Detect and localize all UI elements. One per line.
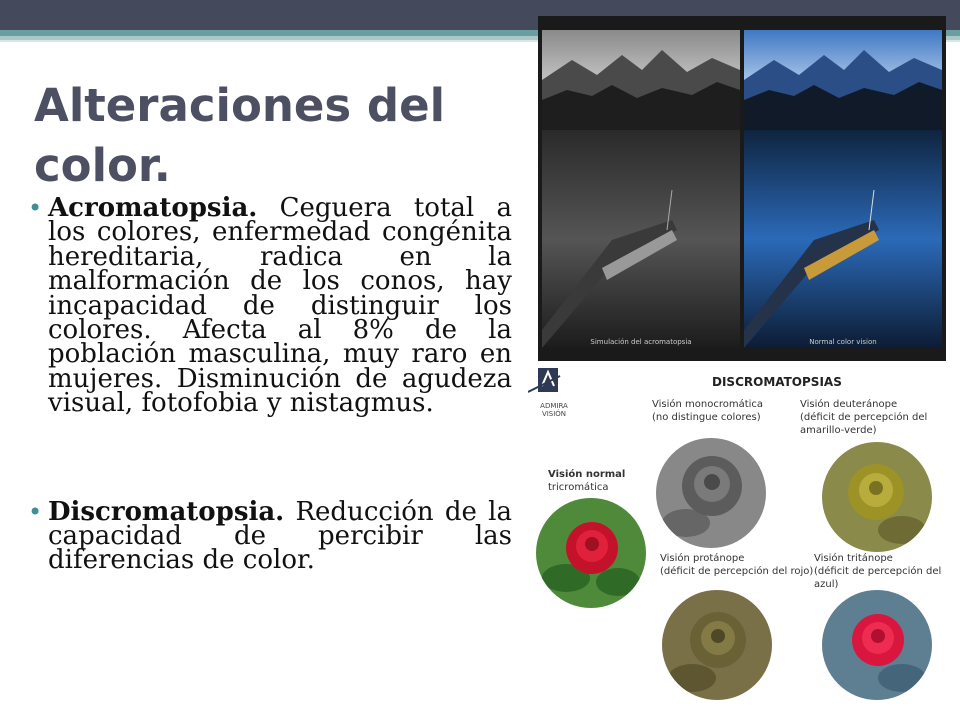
- bullet-discromatopsia: [28, 496, 512, 576]
- admira-vision-logo: [528, 366, 564, 400]
- label-monocromatica: [652, 398, 763, 424]
- bullet-text: Ceguera total a los colores, enfermedad congénita hereditaria, radica en la malformación de los conos, hay incapacidad de distinguir los colores. Afecta al 8% de la población masculina, muy raro en mujeres. Disminución de agudeza visual, fotofobia y nistagmus.: [48, 193, 512, 419]
- title-line: color.: [34, 139, 171, 192]
- color-landscape-panel: [744, 30, 942, 348]
- label-line: (déficit de percepción del: [800, 412, 928, 423]
- rose-monochrome-image: [656, 438, 766, 548]
- bullet-term: Discromatopsia.: [48, 496, 285, 527]
- logo-text: [532, 402, 576, 418]
- rose-deuteranope-image: [822, 442, 932, 552]
- rose-normal-image: [536, 498, 646, 608]
- label-line: Visión protánope: [660, 553, 745, 564]
- label-protanope: [660, 552, 813, 578]
- logo-line: VISIÓN: [541, 410, 567, 418]
- bullet-list: [28, 193, 512, 576]
- label-line: Visión deuteránope: [800, 399, 898, 410]
- label-line: Visión monocromática: [652, 399, 764, 410]
- logo-line: ADMIRA: [540, 402, 568, 410]
- landscape-comparison-photo: [538, 16, 946, 361]
- rose-protanope-image: [662, 590, 772, 700]
- label-line: (déficit de percepción del rojo): [660, 566, 814, 577]
- title-line: Alteraciones del: [34, 79, 446, 132]
- slide-title: [34, 76, 514, 196]
- discromatopsias-chart: [528, 362, 948, 720]
- grayscale-landscape-panel: [542, 30, 740, 348]
- label-tritanope: [814, 552, 948, 591]
- photo-caption-left: Simulación del acromatopsia: [590, 338, 692, 346]
- label-deuteranope: [800, 398, 927, 437]
- label-line: amarillo-verde): [800, 425, 877, 436]
- label-line: (no distingue colores): [652, 412, 761, 423]
- bullet-acromatopsia: [28, 193, 512, 419]
- bullet-term: Acromatopsia.: [48, 193, 258, 223]
- label-line: tricromática: [548, 482, 609, 493]
- label-normal: [548, 468, 625, 494]
- bullet-text: Reducción de la capacidad de percibir las diferencias de color.: [48, 496, 512, 576]
- label-line: Visión tritánope: [814, 553, 893, 564]
- rose-tritanope-image: [822, 590, 932, 700]
- chart-title: DISCROMATOPSIAS: [712, 375, 842, 389]
- label-line: Visión normal: [548, 469, 626, 480]
- label-line: (déficit de percepción del azul): [814, 566, 942, 590]
- photo-caption-right: Normal color vision: [809, 338, 877, 346]
